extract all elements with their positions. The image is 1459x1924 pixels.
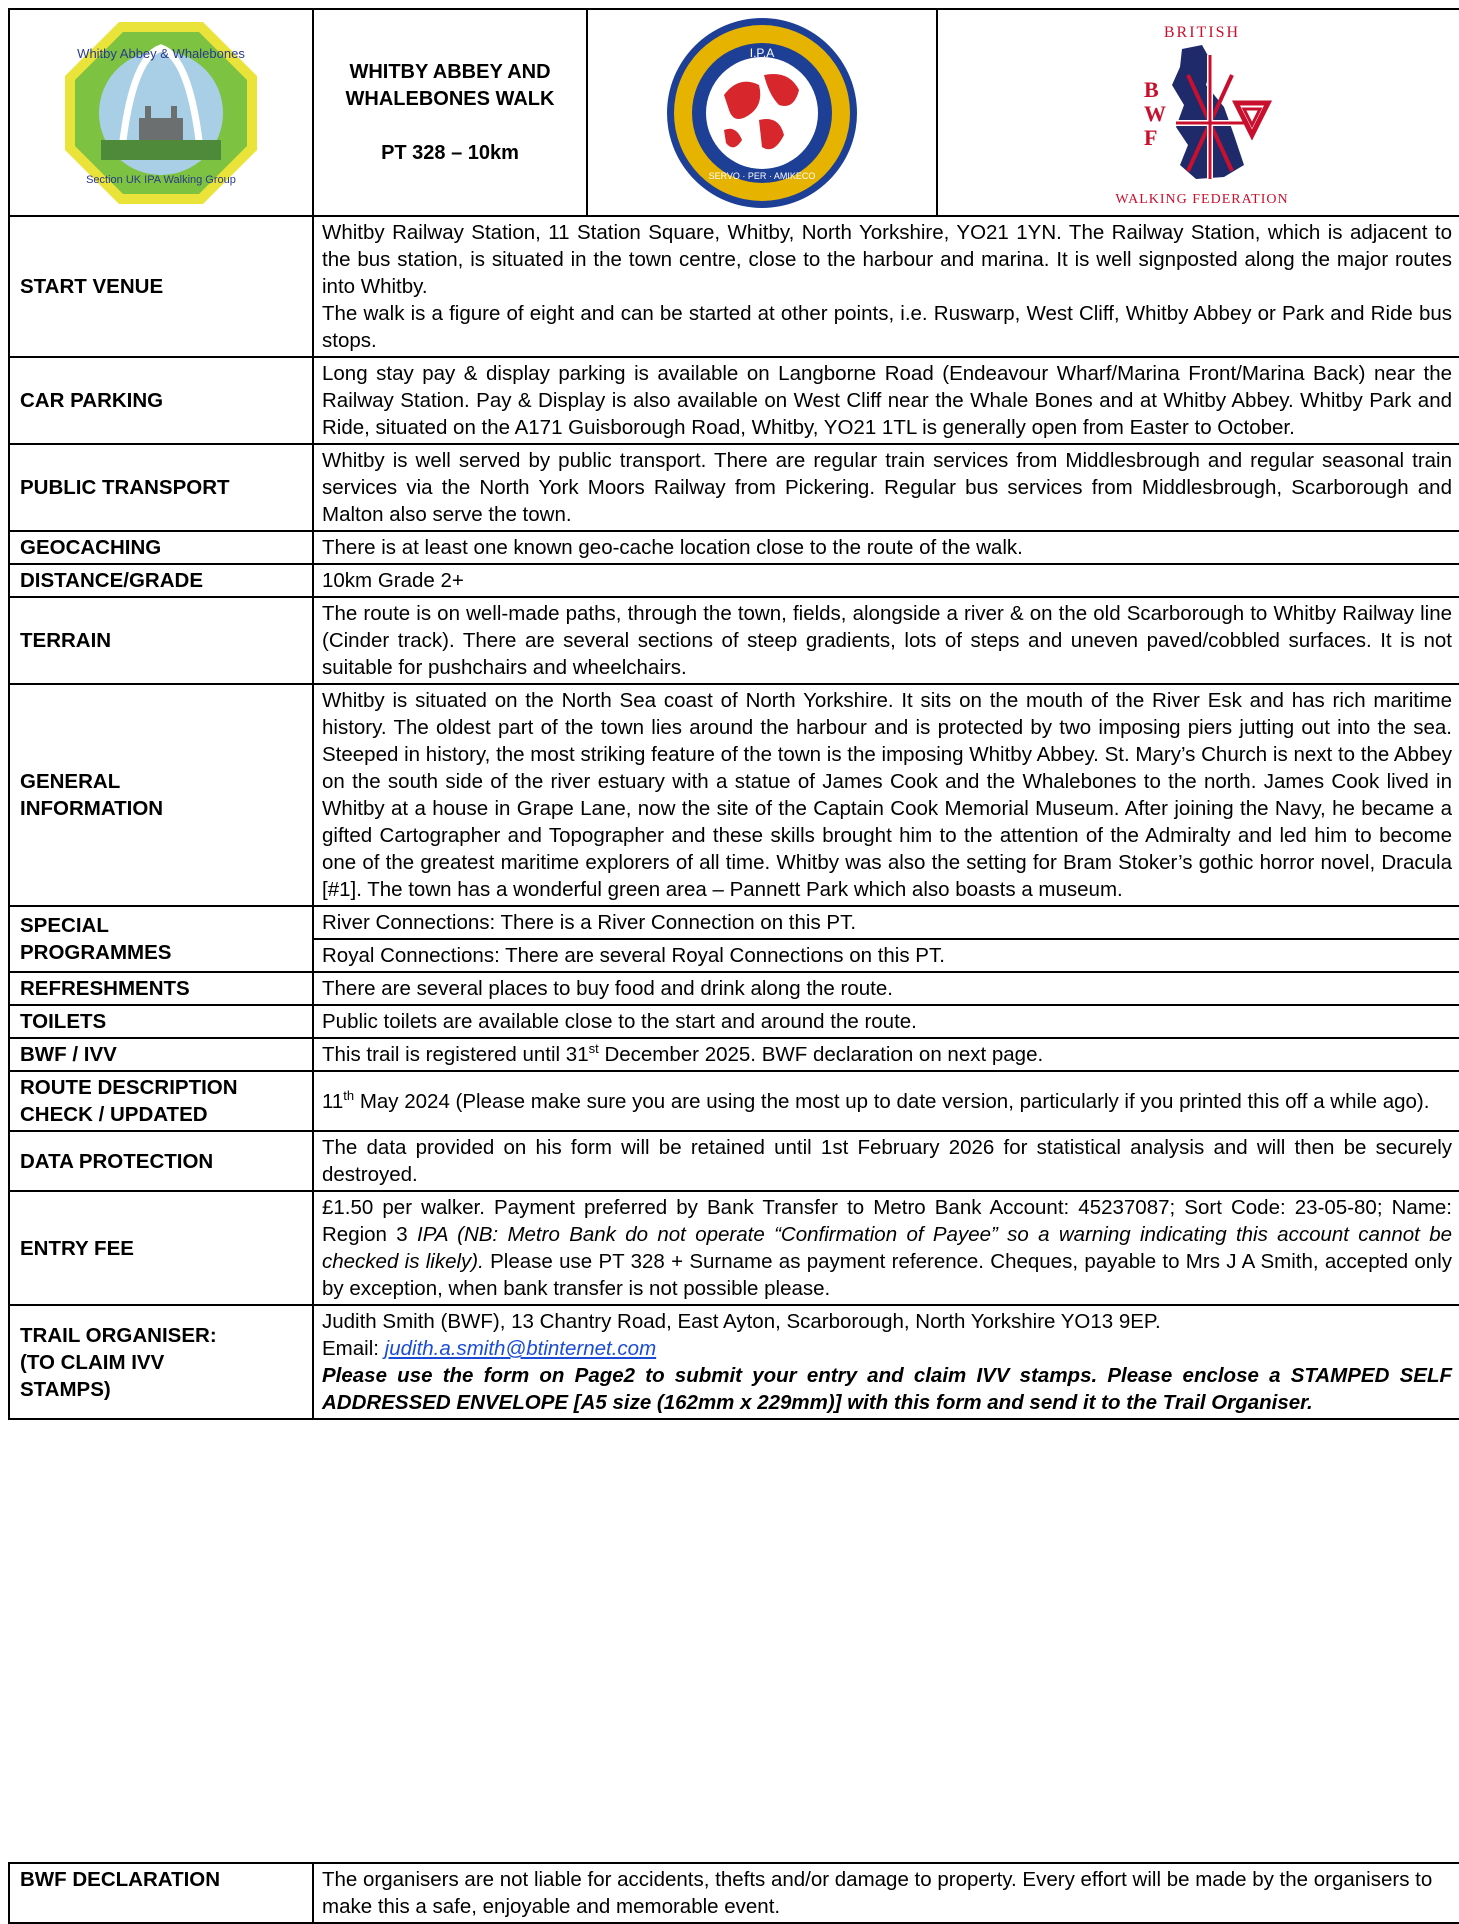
start-venue-text-2: The walk is a figure of eight and can be started at other points, i.e. Ruswarp, West Cliff, Whitby Abbey or Park and Ride bus stops. bbox=[322, 302, 1452, 352]
organiser-label-1: TRAIL ORGANISER: bbox=[20, 1323, 217, 1347]
toilets-label: TOILETS bbox=[9, 1005, 313, 1038]
toilets-value: Public toilets are available close to the start and around the route. bbox=[313, 1005, 1459, 1038]
terrain-row bbox=[9, 597, 1459, 684]
route-check-value bbox=[313, 1071, 1459, 1131]
special-programmes-label-1: SPECIAL bbox=[20, 914, 109, 937]
title-line-1: WHITBY ABBEY AND bbox=[349, 60, 551, 83]
organiser-label-3: STAMPS) bbox=[20, 1377, 111, 1401]
special-programmes-row-1 bbox=[9, 906, 1459, 939]
declaration-table bbox=[8, 1862, 1459, 1924]
bwf-initial-f: F bbox=[1144, 124, 1158, 150]
title-cell bbox=[313, 9, 587, 216]
route-check-row bbox=[9, 1071, 1459, 1131]
bwf-logo-cell bbox=[937, 9, 1459, 216]
organiser-label-2: (TO CLAIM IVV bbox=[20, 1350, 165, 1374]
entry-fee-italic-note: IPA (NB: Metro Bank do not operate “Confirmation of Payee” so a warning indicating this account cannot be checked is likely). bbox=[322, 1223, 1452, 1273]
whitby-badge-logo bbox=[61, 18, 261, 208]
organiser-row bbox=[9, 1305, 1459, 1419]
ipa-logo-cell bbox=[587, 9, 937, 216]
walk-info-table bbox=[8, 8, 1459, 1420]
start-venue-row bbox=[9, 216, 1459, 357]
public-transport-label: PUBLIC TRANSPORT bbox=[9, 444, 313, 531]
organiser-email-line bbox=[322, 1335, 1452, 1362]
distance-label: DISTANCE/GRADE bbox=[9, 564, 313, 597]
route-check-label-2: CHECK / UPDATED bbox=[20, 1103, 208, 1126]
refreshments-label: REFRESHMENTS bbox=[9, 972, 313, 1005]
bwf-ivv-text-a: This trail is registered until 31 bbox=[322, 1043, 589, 1066]
bwf-ivv-value bbox=[313, 1038, 1459, 1071]
public-transport-row bbox=[9, 444, 1459, 531]
refreshments-row bbox=[9, 972, 1459, 1005]
special-programmes-label-2: PROGRAMMES bbox=[20, 941, 172, 964]
bwf-text-bottom: WALKING FEDERATION bbox=[1115, 191, 1289, 207]
distance-value: 10km Grade 2+ bbox=[313, 564, 1459, 597]
geocaching-value: There is at least one known geo-cache location close to the route of the walk. bbox=[313, 531, 1459, 564]
title-line-2: WHALEBONES WALK bbox=[345, 87, 555, 110]
walk-subtitle: PT 328 – 10km bbox=[381, 141, 519, 164]
badge-text-bottom: Section UK IPA Walking Group bbox=[86, 173, 236, 186]
general-info-label-1: GENERAL bbox=[20, 770, 121, 793]
organiser-email-label: Email: bbox=[322, 1337, 385, 1360]
bwf-text-top: BRITISH bbox=[1163, 23, 1241, 41]
terrain-value: The route is on well-made paths, through the town, fields, alongside a river & on the old Scarborough to Whitby Railway line (Cinder track). There are several sections of steep gradients, lots of steps and uneven paved/cobbled surfaces. It is not suitable for pushchairs and wheelchairs. bbox=[313, 597, 1459, 684]
public-transport-value: Whitby is well served by public transport. There are regular train services from Middlesbrough and regular seasonal train services via the North York Moors Railway from Pickering. Regular bus services from Middlesbrough, Scarborough and Malton also serve the town. bbox=[313, 444, 1459, 531]
bwf-initial-b: B bbox=[1144, 76, 1159, 102]
terrain-label: TERRAIN bbox=[9, 597, 313, 684]
badge-logo-cell bbox=[9, 9, 313, 216]
ipa-ring-top: I.P.A bbox=[749, 45, 775, 60]
ipa-logo bbox=[664, 15, 860, 211]
entry-fee-text-b: Please use PT 328 + Surname as payment reference. Cheques, payable to Mrs J A Smith, accepted only by exception, when bank transfer is not possible please. bbox=[322, 1250, 1452, 1300]
route-check-label-1: ROUTE DESCRIPTION bbox=[20, 1076, 238, 1099]
general-info-row bbox=[9, 684, 1459, 906]
organiser-address: Judith Smith (BWF), 13 Chantry Road, East Ayton, Scarborough, North Yorkshire YO13 9EP. bbox=[322, 1310, 1161, 1333]
entry-fee-value bbox=[313, 1191, 1459, 1305]
entry-fee-text-a: £1.50 per walker. Payment preferred by Bank Transfer to Metro Bank Account: 45237087; Sort Code: 23-05-80; Name: Region 3 bbox=[322, 1196, 1452, 1246]
organiser-label bbox=[9, 1305, 313, 1419]
bwf-initial-w: W bbox=[1144, 100, 1166, 126]
bwf-logo bbox=[1084, 15, 1314, 211]
car-parking-value: Long stay pay & display parking is available on Langborne Road (Endeavour Wharf/Marina Front/Marina Back) near the Railway Station. Pay & Display is also available on West Cliff near the Whale Bones and at Whitby Abbey. Whitby Park and Ride, situated on the A171 Guisborough Road, Whitby, YO21 1TL is generally open from Easter to October. bbox=[313, 357, 1459, 444]
geocaching-label: GEOCACHING bbox=[9, 531, 313, 564]
route-check-label bbox=[9, 1071, 313, 1131]
data-protection-value: The data provided on his form will be retained until 1st February 2026 for statistical analysis and will then be securely destroyed. bbox=[313, 1131, 1459, 1191]
river-connections-value: River Connections: There is a River Connection on this PT. bbox=[313, 906, 1459, 939]
declaration-label: BWF DECLARATION bbox=[9, 1863, 313, 1923]
route-check-sup: th bbox=[343, 1087, 355, 1103]
car-parking-label: CAR PARKING bbox=[9, 357, 313, 444]
toilets-row bbox=[9, 1005, 1459, 1038]
entry-fee-label: ENTRY FEE bbox=[9, 1191, 313, 1305]
royal-connections-value: Royal Connections: There are several Royal Connections on this PT. bbox=[313, 939, 1459, 972]
bwf-ivv-row bbox=[9, 1038, 1459, 1071]
organiser-instruction: Please use the form on Page2 to submit your entry and claim IVV stamps. Please enclose a STAMPED SELF ADDRESSED ENVELOPE [A5 size (162mm x 229mm)] with this form and send it to the Trail Organiser. bbox=[322, 1364, 1452, 1414]
route-check-text-a: 11 bbox=[322, 1089, 344, 1113]
refreshments-value: There are several places to buy food and drink along the route. bbox=[313, 972, 1459, 1005]
route-check-text-b: May 2024 (Please make sure you are using the most up to date version, particularly if you printed this off a while ago). bbox=[354, 1089, 1430, 1113]
start-venue-value bbox=[313, 216, 1459, 357]
start-venue-label: START VENUE bbox=[9, 216, 313, 357]
organiser-value bbox=[313, 1305, 1459, 1419]
declaration-row bbox=[9, 1863, 1459, 1923]
geocaching-row bbox=[9, 531, 1459, 564]
ipa-ring-bottom: SERVO · PER · AMIKECO bbox=[708, 170, 816, 181]
bwf-ivv-sup: st bbox=[588, 1041, 599, 1057]
entry-fee-row bbox=[9, 1191, 1459, 1305]
bwf-ivv-text-b: December 2025. BWF declaration on next page. bbox=[598, 1043, 1044, 1066]
general-info-label-2: INFORMATION bbox=[20, 797, 164, 820]
header-row bbox=[9, 9, 1459, 216]
special-programmes-label bbox=[9, 906, 313, 972]
start-venue-text-1: Whitby Railway Station, 11 Station Square, Whitby, North Yorkshire, YO21 1YN. The Railway Station, which is adjacent to the bus station, is situated in the town centre, close to the harbour and marina. It is well signposted along the major routes into Whitby. bbox=[322, 221, 1452, 298]
data-protection-row bbox=[9, 1131, 1459, 1191]
distance-row bbox=[9, 564, 1459, 597]
general-info-value: Whitby is situated on the North Sea coast of North Yorkshire. It sits on the mouth of the River Esk and has rich maritime history. The oldest part of the town lies around the harbour and is protected by two imposing piers jutting out into the sea. Steeped in history, the most striking feature of the town is the imposing Whitby Abbey. St. Mary’s Church is next to the Abbey on the south side of the river estuary with a statue of James Cook and the Whalebones to the north. James Cook lived in Whitby at a house in Grape Lane, now the site of the Captain Cook Memorial Museum. After joining the Navy, he became a gifted Cartographer and Topographer and these skills brought him to the attention of the Admiralty and led him to become one of the greatest maritime explorers of all time. Whitby was also the setting for Bram Stoker’s gothic horror novel, Dracula [#1]. The town has a wonderful green area – Pannett Park which also boasts a museum. bbox=[313, 684, 1459, 906]
organiser-email-link[interactable]: judith.a.smith@btinternet.com bbox=[384, 1337, 657, 1360]
car-parking-row bbox=[9, 357, 1459, 444]
general-info-label bbox=[9, 684, 313, 906]
data-protection-label: DATA PROTECTION bbox=[9, 1131, 313, 1191]
declaration-value: The organisers are not liable for accidents, thefts and/or damage to property. Every effort will be made by the organisers to make this a safe, enjoyable and memorable event. bbox=[313, 1863, 1459, 1923]
badge-text-top: Whitby Abbey & Whalebones bbox=[77, 45, 245, 61]
bwf-ivv-label: BWF / IVV bbox=[9, 1038, 313, 1071]
